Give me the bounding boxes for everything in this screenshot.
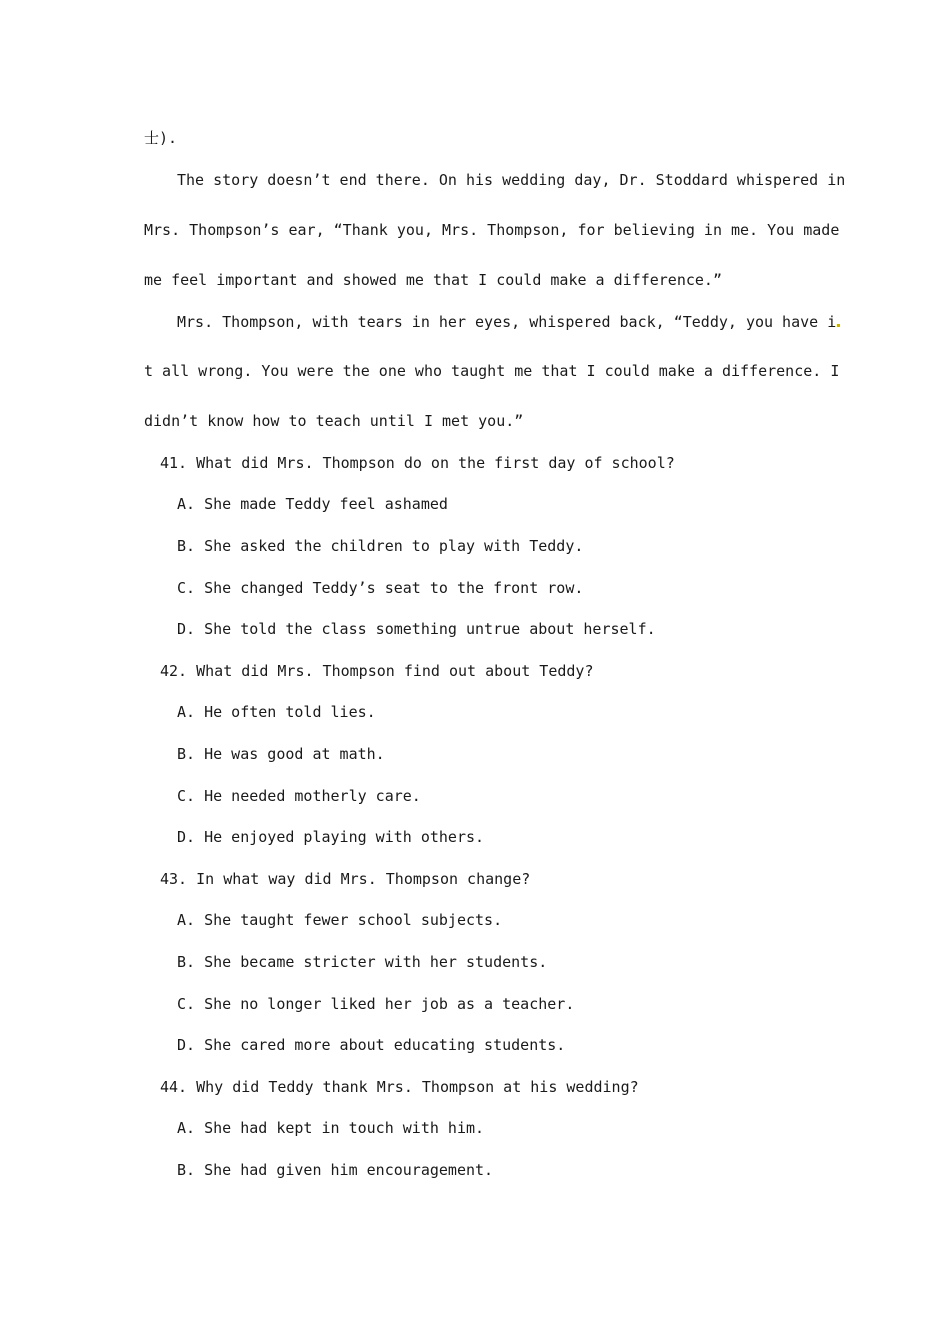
answer-option: D. She told the class something untrue about herself. <box>177 620 656 638</box>
answer-option: B. She asked the children to play with Teddy. <box>177 537 584 555</box>
answer-option: C. She changed Teddy’s seat to the front row. <box>177 579 584 597</box>
passage-text: Mrs. Thompson, with tears in her eyes, whispered back, “Teddy, you have i <box>177 313 837 331</box>
answer-option: D. He enjoyed playing with others. <box>177 828 485 846</box>
passage-line: Mrs. Thompson’s ear, “Thank you, Mrs. Thompson, for believing in me. You made <box>144 221 840 239</box>
question-stem: 42. What did Mrs. Thompson find out about Teddy? <box>160 662 594 680</box>
answer-option: B. She became stricter with her students. <box>177 953 548 971</box>
passage-line <box>177 312 837 332</box>
answer-option: A. She had kept in touch with him. <box>177 1119 485 1137</box>
passage-line: t all wrong. You were the one who taught me that I could make a difference. I <box>144 362 840 380</box>
marker-dot <box>837 324 840 327</box>
passage-fragment: 士). <box>144 129 178 147</box>
question-stem: 41. What did Mrs. Thompson do on the first day of school? <box>160 454 675 472</box>
answer-option: A. She taught fewer school subjects. <box>177 911 503 929</box>
passage-line: me feel important and showed me that I could make a difference.” <box>144 271 722 289</box>
answer-option: D. She cared more about educating students. <box>177 1036 566 1054</box>
answer-option: A. She made Teddy feel ashamed <box>177 495 448 513</box>
answer-option: C. She no longer liked her job as a teacher. <box>177 995 575 1013</box>
answer-option: B. He was good at math. <box>177 745 385 763</box>
question-stem: 44. Why did Teddy thank Mrs. Thompson at his wedding? <box>160 1078 639 1096</box>
answer-option: C. He needed motherly care. <box>177 787 421 805</box>
answer-option: A. He often told lies. <box>177 703 376 721</box>
passage-line: The story doesn’t end there. On his wedding day, Dr. Stoddard whispered in <box>177 171 846 189</box>
passage-line: didn’t know how to teach until I met you.” <box>144 412 524 430</box>
answer-option: B. She had given him encouragement. <box>177 1161 494 1179</box>
question-stem: 43. In what way did Mrs. Thompson change? <box>160 870 531 888</box>
